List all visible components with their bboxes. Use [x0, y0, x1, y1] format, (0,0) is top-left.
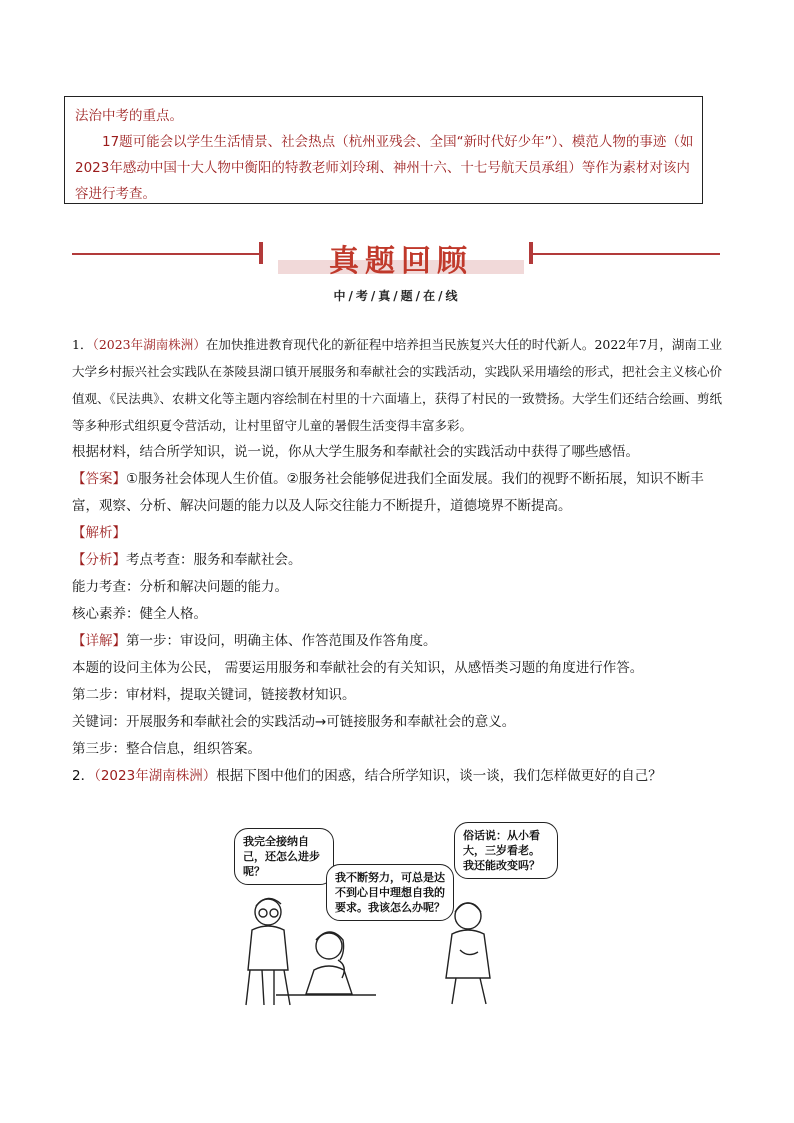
question-number: 1．	[72, 337, 93, 352]
analysis-tag: 【解析】	[72, 525, 126, 541]
detail-line	[72, 628, 722, 655]
banner-bar-left	[259, 242, 263, 264]
question-material: 在加快推进教育现代化的新征程中培养担当民族复兴大任的时代新人。2022年7月，湖南工业大学乡村振兴社会实践队在茶陵县湖口镇开展服务和奉献社会的实践活动，实践队采用墙绘的形式，把社会主义核心价值观、《民法典》、农耕文化等主题内容绘制在村里的十六面墙上，获得了村民的一致赞扬。大学生们还结合绘画、剪纸等多种形式组织夏令营活动，让村里留守儿童的暑假生活变得丰富多彩。	[72, 337, 723, 433]
ability-line: 能力考查：分析和解决问题的能力。	[72, 579, 288, 595]
banner-rule-right	[532, 253, 720, 255]
question-2-illustration	[226, 820, 566, 1010]
section-banner	[72, 236, 720, 279]
banner-rule-left	[72, 253, 260, 255]
section-subtitle: 中/考/真/题/在/线	[333, 289, 461, 303]
girl-figure	[306, 932, 352, 994]
question-1-stem	[72, 331, 722, 439]
speech-bubble-middle: 我不断努力，可总是达不到心目中理想自我的要求。我该怎么办呢？	[326, 864, 454, 921]
boy-right-figure	[446, 903, 490, 1004]
boy-left-figure	[246, 898, 290, 1005]
step2-line: 第二步：审材料，提取关键词，链接教材知识。	[72, 687, 356, 703]
detail-tag: 【详解】	[72, 633, 126, 649]
question-source: （2023年湖南株洲）	[94, 768, 217, 784]
keywords-line: 关键词：开展服务和奉献社会的实践活动→可链接服务和奉献社会的意义。	[72, 714, 516, 730]
question-content	[72, 331, 722, 790]
fenxi-line	[72, 547, 722, 574]
answer-block	[72, 466, 722, 520]
literacy-line: 核心素养：健全人格。	[72, 606, 207, 622]
question-2-stem	[72, 763, 722, 790]
section-title: 真题回顾	[329, 244, 473, 279]
step3-line: 第三步：整合信息，组织答案。	[72, 741, 261, 757]
note-paragraph: 17题可能会以学生生活情景、社会热点（杭州亚残会、全国“新时代好少年”）、模范人物的事迹（如2023年感动中国十大人物中衡阳的特教老师刘玲琍、神州十六、十七号航天员承组）等作为素材对该内容进行考查。	[75, 134, 694, 202]
answer-tag: 【答案】	[72, 471, 126, 487]
question-1-prompt: 根据材料，结合所学知识，说一说，你从大学生服务和奉献社会的实践活动中获得了哪些感悟。	[72, 444, 639, 460]
fenxi-text: 考点考查：服务和奉献社会。	[126, 552, 302, 568]
fenxi-tag: 【分析】	[72, 552, 126, 568]
step1-text: 第一步：审设问，明确主体、作答范围及作答角度。	[126, 633, 437, 649]
note-line: 法治中考的重点。	[75, 108, 183, 124]
question-source: （2023年湖南株洲）	[92, 337, 206, 352]
speech-bubble-left: 我完全接纳自己，还怎么进步呢？	[234, 828, 334, 885]
answer-text: ①服务社会体现人生价值。②服务社会能够促进我们全面发展。我们的视野不断拓展，知识不断丰富，观察、分析、解决问题的能力以及人际交往能力不断提升，道德境界不断提高。	[72, 471, 704, 514]
step1-explanation: 本题的设问主体为公民， 需要运用服务和奉献社会的有关知识，从感悟类习题的角度进行作答。	[72, 660, 644, 676]
question-2-text: 根据下图中他们的困惑，结合所学知识，谈一谈，我们怎样做更好的自己？	[216, 768, 662, 784]
speech-bubble-right: 俗话说：从小看大，三岁看老。我还能改变吗？	[454, 822, 558, 879]
question-number: 2．	[72, 768, 95, 784]
exam-note-box	[64, 96, 703, 204]
